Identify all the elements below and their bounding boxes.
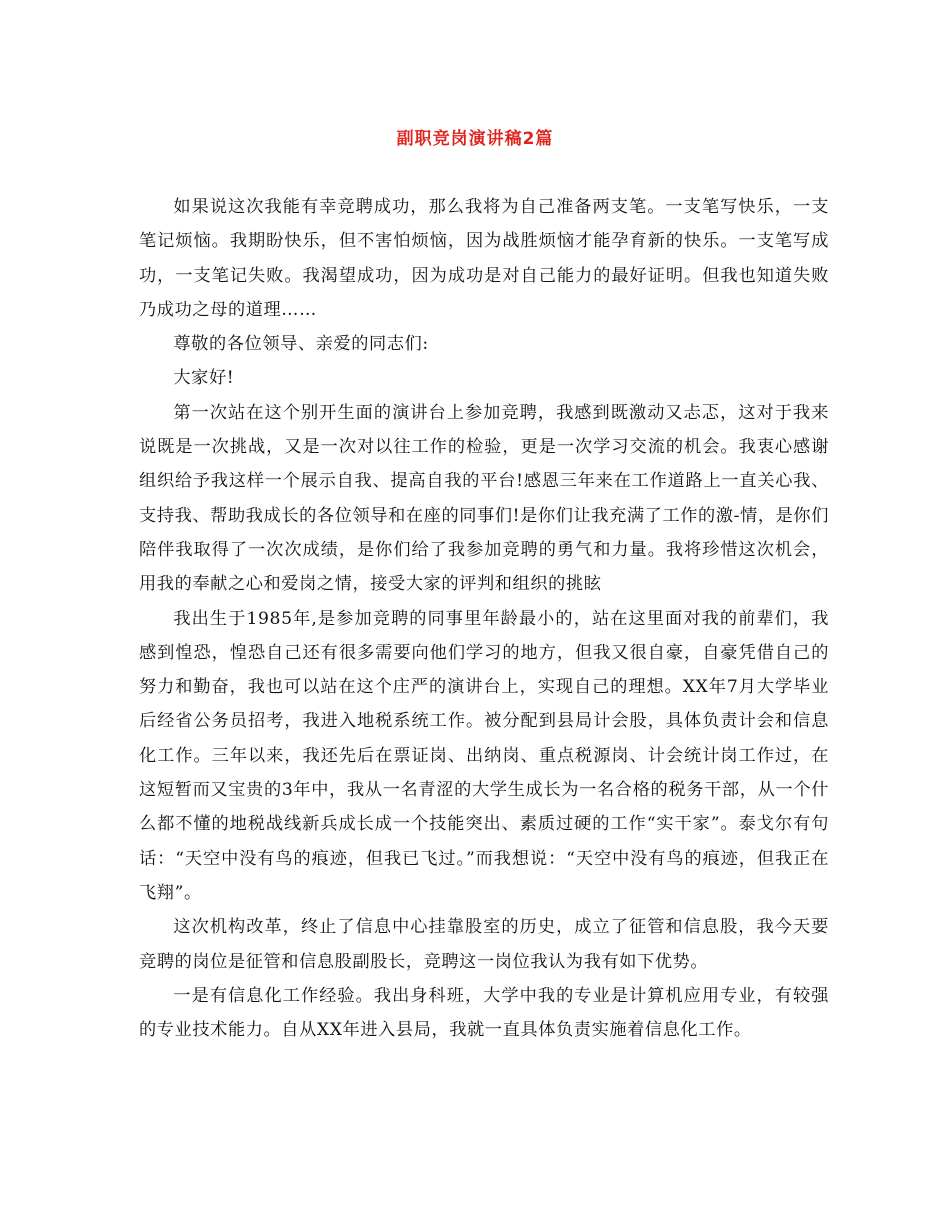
paragraph-greeting: 大家好! (173, 368, 235, 389)
paragraph-advantage-one: 一是有信息化工作经验。我出身科班，大学中我的专业是计算机应用专业，有较强的专业技术能力。自从XX年进入县局，我就一直具体负责实施着信息化工作。 (139, 985, 829, 1041)
paragraph-first-time: 第一次站在这个别开生面的演讲台上参加竞聘，我感到既激动又忐忑，这对于我来说既是一次挑战，又是一次对以往工作的检验，更是一次学习交流的机会。我衷心感谢组织给予我这样一个展示自我、提高自我的平台!感恩三年来在工作道路上一直关心我、支持我、帮助我成长的各位领导和在座的同事们!是你们让我充满了工作的激-情，是你们陪伴我取得了一次次成绩，是你们给了我参加竞聘的勇气和力量。我将珍惜这次机会，用我的奉献之心和爱岗之情，接受大家的评判和组织的挑眩 (139, 402, 829, 595)
document-title: 副职竞岗演讲稿2篇 (396, 129, 554, 149)
paragraph-salutation: 尊敬的各位领导、亲爱的同志们: (173, 334, 429, 355)
paragraph-intro: 如果说这次我能有幸竞聘成功，那么我将为自己准备两支笔。一支笔写快乐，一支笔记烦恼。我期盼快乐，但不害怕烦恼，因为战胜烦恼才能孕育新的快乐。一支笔写成功，一支笔记失败。我渴望成功，因为成功是对自己能力的最好证明。但我也知道失败乃成功之母的道理…… (139, 197, 829, 320)
document-body (139, 190, 829, 1047)
paragraph-background: 我出生于1985年,是参加竞聘的同事里年龄最小的，站在这里面对我的前辈们，我感到惶恐，惶恐自己还有很多需要向他们学习的地方，但我又很自豪，自豪凭借自己的努力和勤奋，我也可以站在这个庄严的演讲台上，实现自己的理想。XX年7月大学毕业后经省公务员招考，我进入地税系统工作。被分配到县局计会股，具体负责计会和信息化工作。三年以来，我还先后在票证岗、出纳岗、重点税源岗、计会统计岗工作过，在这短暂而又宝贵的3年中，我从一名青涩的大学生成长为一名合格的税务干部，从一个什么都不懂的地税战线新兵成长成一个技能突出、素质过硬的工作“实干家”。泰戈尔有句话：“天空中没有鸟的痕迹，但我已飞过。”而我想说：“天空中没有鸟的痕迹，但我正在飞翔”。 (139, 608, 829, 903)
paragraph-reform: 这次机构改革，终止了信息中心挂靠股室的历史，成立了征管和信息股，我今天要竞聘的岗位是征管和信息股副股长，竞聘这一岗位我认为我有如下优势。 (139, 917, 829, 972)
